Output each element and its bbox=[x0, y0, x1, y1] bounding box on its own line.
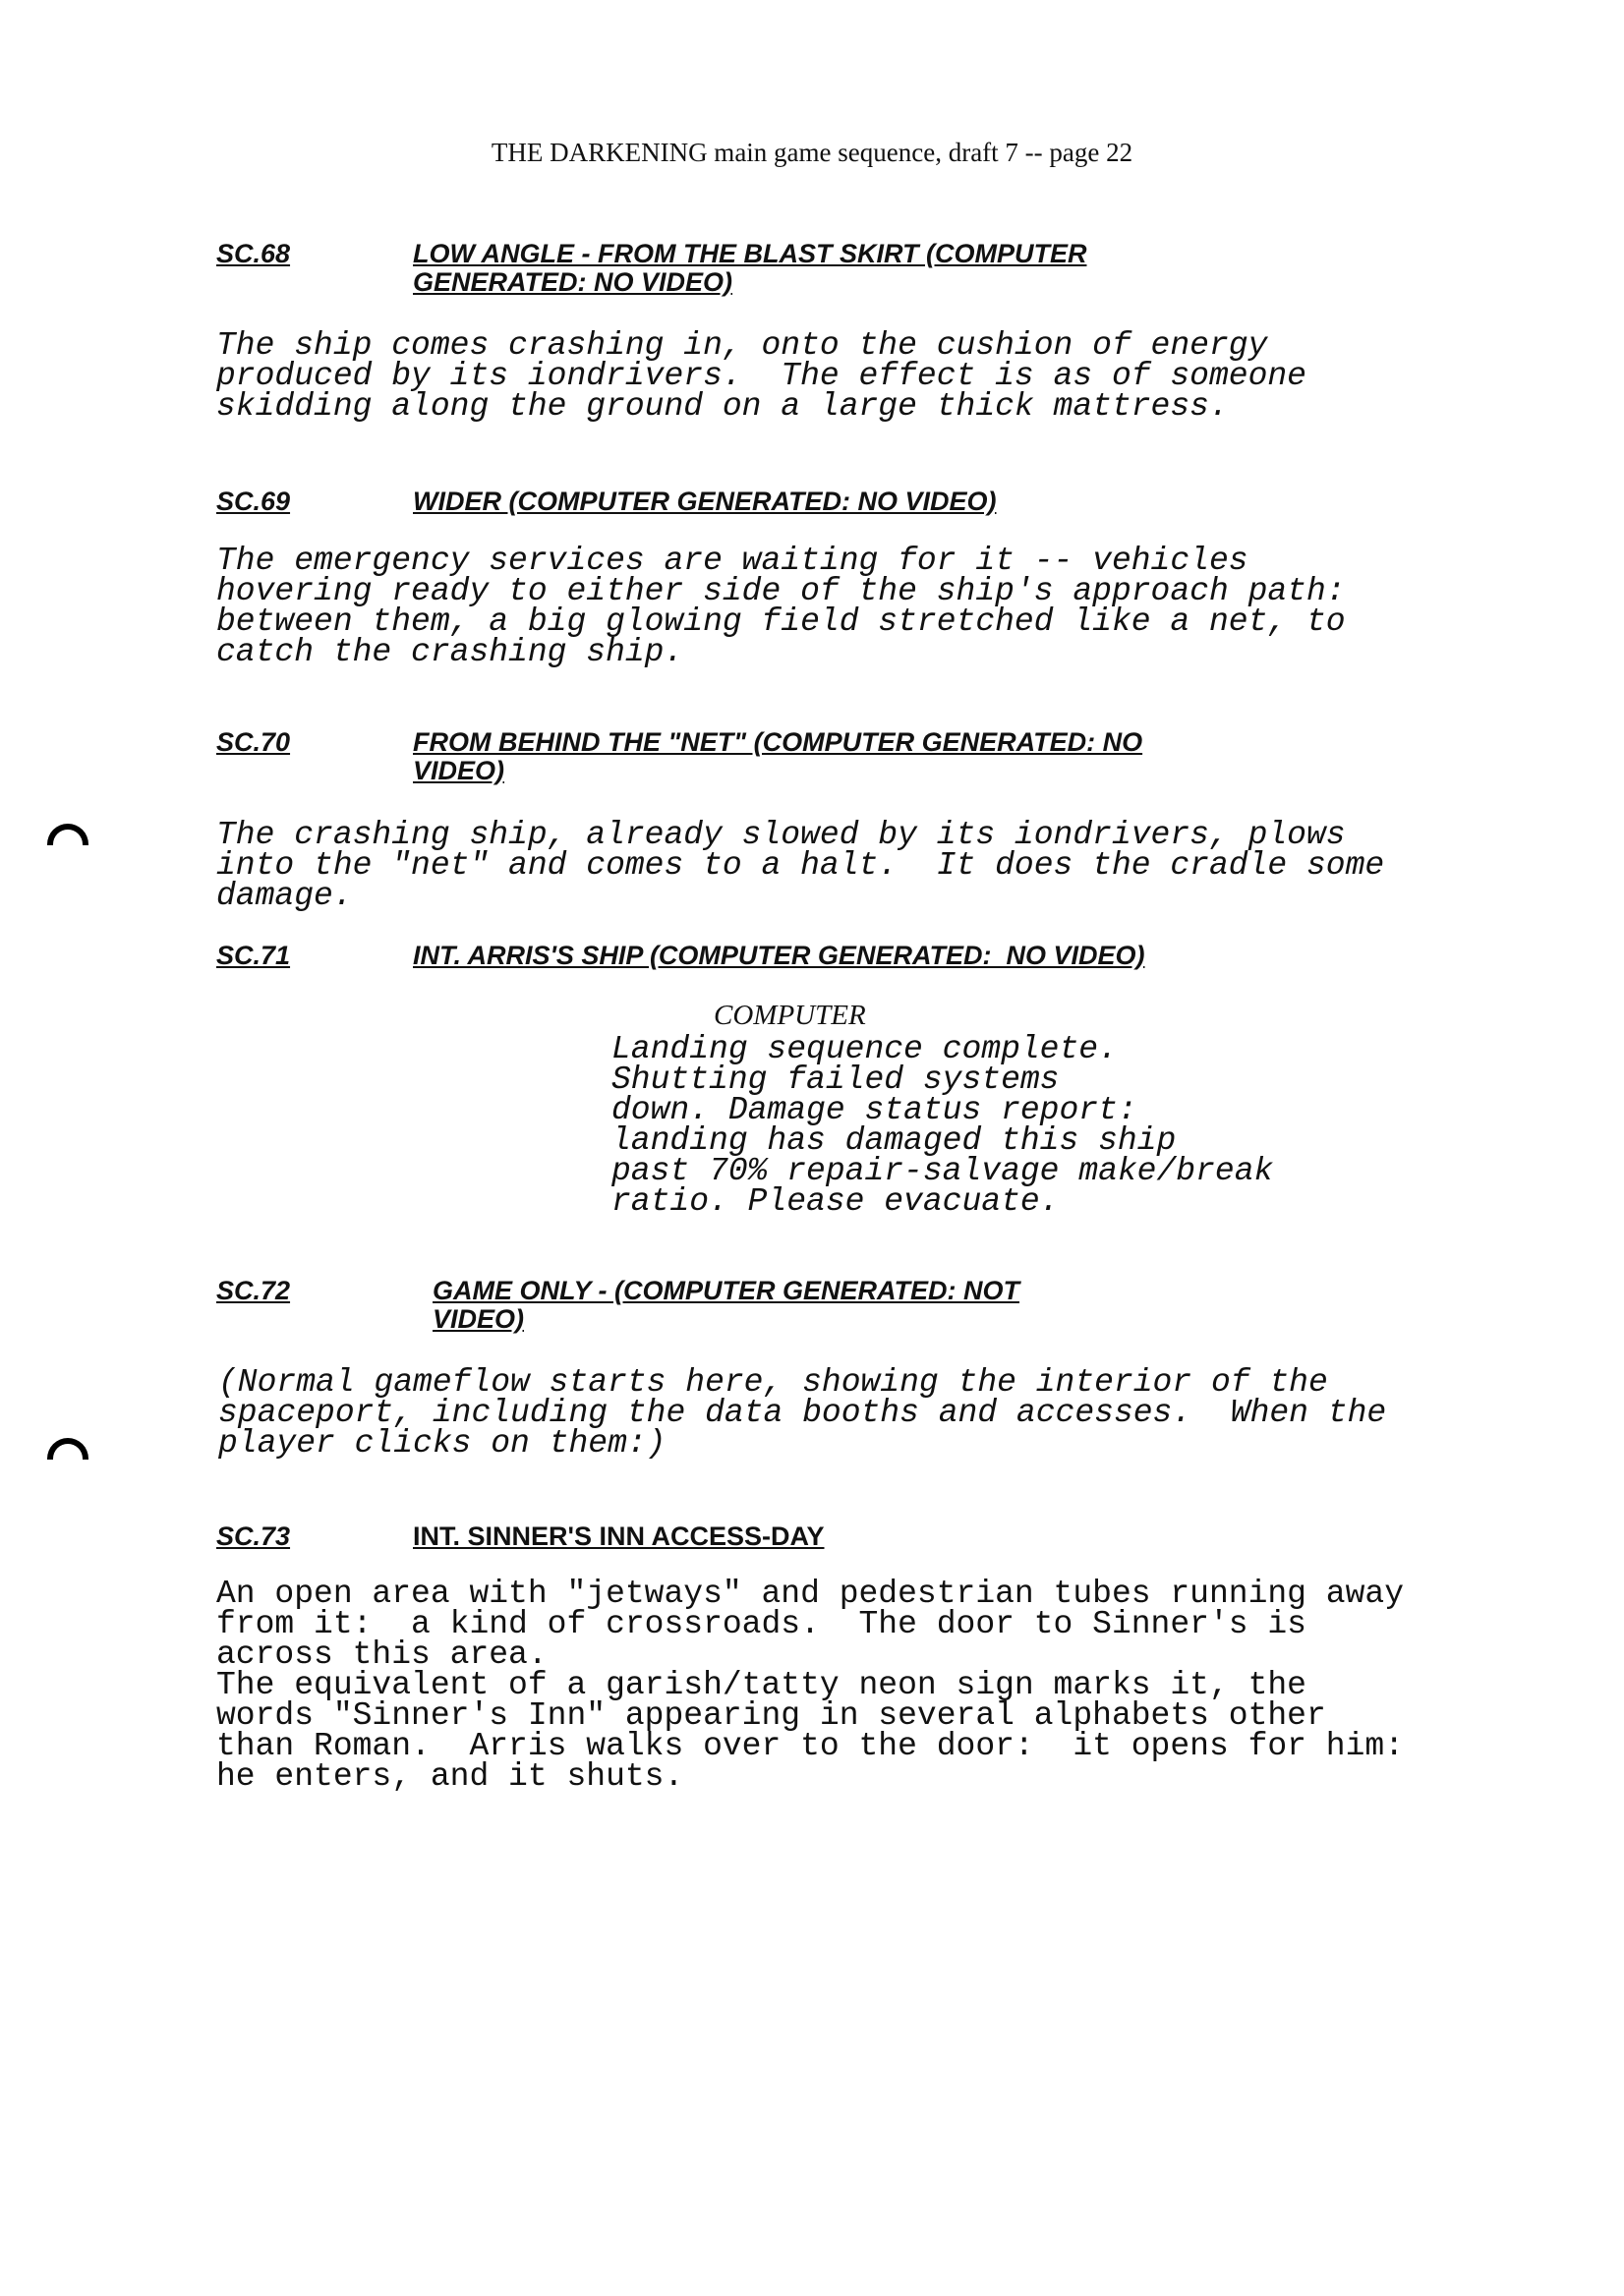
page-header: THE DARKENING main game sequence, draft 7 -- page 22 bbox=[491, 138, 1133, 167]
scene-heading-72: GAME ONLY - (COMPUTER GENERATED: NOT VIDEO) bbox=[433, 1276, 1019, 1334]
scene-heading-70: FROM BEHIND THE "NET" (COMPUTER GENERATED: NO VIDEO) bbox=[413, 727, 1143, 785]
scene-number-73: SC.73 bbox=[216, 1521, 291, 1551]
dialogue-text: Landing sequence complete. Shutting failed systems down. Damage status report: landing has damaged this ship past 70% repair-salvage make/break ratio. Please evacuate. bbox=[611, 1031, 1274, 1220]
dialogue-character-name: COMPUTER bbox=[714, 1000, 866, 1031]
scene-action-70: The crashing ship, already slowed by its iondrivers, plows into the "net" and comes to a halt. It does the cradle some damage. bbox=[216, 817, 1385, 914]
scene-heading-68: LOW ANGLE - FROM THE BLAST SKIRT (COMPUTER GENERATED: NO VIDEO) bbox=[413, 239, 1087, 297]
scene-action-69: The emergency services are waiting for it -- vehicles hovering ready to either side of the ship's approach path: between them, a big glowing field stretched like a net, to catch the crashing ship. bbox=[216, 543, 1346, 670]
scene-action-68: The ship comes crashing in, onto the cushion of energy produced by its iondrivers. The effect is as of someone skidding along the ground on a large thick mattress. bbox=[216, 327, 1306, 425]
scene-heading-73: INT. SINNER'S INN ACCESS-DAY bbox=[413, 1521, 825, 1551]
scene-number-68: SC.68 bbox=[216, 239, 291, 268]
scene-heading-69: WIDER (COMPUTER GENERATED: NO VIDEO) bbox=[413, 487, 997, 516]
scene-heading-71: INT. ARRIS'S SHIP (COMPUTER GENERATED: NO VIDEO) bbox=[413, 941, 1145, 970]
scene-action-73: An open area with "jetways" and pedestrian tubes running away from it: a kind of crossroads. The door to Sinner's is across this area. The equivalent of a garish/tatty neon sign marks it, the words "Sinner's Inn" appearing in several alphabets other than Roman. Arris walks over to the door: it opens for him: he enters, and it shuts. bbox=[216, 1576, 1404, 1795]
margin-bracket-mark bbox=[47, 1438, 88, 1460]
scene-number-69: SC.69 bbox=[216, 487, 291, 516]
scene-action-72: (Normal gameflow starts here, showing the interior of the spaceport, including the data booths and accesses. When the player clicks on them:) bbox=[218, 1364, 1387, 1462]
margin-bracket-mark bbox=[47, 824, 88, 845]
scene-number-72: SC.72 bbox=[216, 1276, 291, 1305]
scene-number-71: SC.71 bbox=[216, 941, 291, 970]
scene-number-70: SC.70 bbox=[216, 727, 291, 757]
